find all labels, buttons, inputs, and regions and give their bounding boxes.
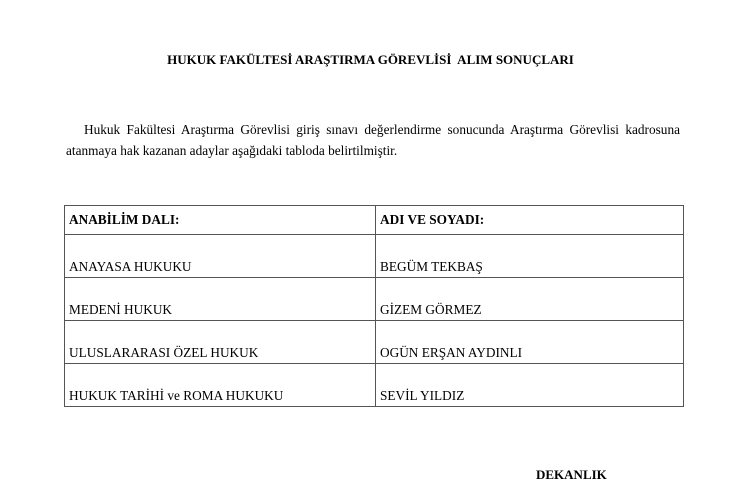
table-row [65,235,684,278]
cell-department: MEDENİ HUKUK [65,278,376,321]
cell-name: SEVİL YILDIZ [376,364,684,407]
header-name: ADI VE SOYADI: [376,206,684,235]
signature-dean-office: DEKANLIK [536,467,607,482]
table-row [65,321,684,364]
cell-name: OGÜN ERŞAN AYDINLI [376,321,684,364]
header-department: ANABİLİM DALI: [65,206,376,235]
table-row [65,364,684,407]
table-header-row [65,206,684,235]
cell-department: HUKUK TARİHİ ve ROMA HUKUKU [65,364,376,407]
intro-paragraph: Hukuk Fakültesi Araştırma Görevlisi giriş sınavı değerlendirme sonucunda Araştırma Görevlisi kadrosuna atanmaya hak kazanan adaylar aşağıdaki tabloda belirtilmiştir. [66,122,680,158]
table-row [65,278,684,321]
cell-name: BEGÜM TEKBAŞ [376,235,684,278]
page-title: HUKUK FAKÜLTESİ ARAŞTIRMA GÖREVLİSİ ALIM SONUÇLARI [167,52,574,67]
results-table [64,205,684,407]
cell-department: ANAYASA HUKUKU [65,235,376,278]
cell-department: ULUSLARARASI ÖZEL HUKUK [65,321,376,364]
cell-name: GİZEM GÖRMEZ [376,278,684,321]
